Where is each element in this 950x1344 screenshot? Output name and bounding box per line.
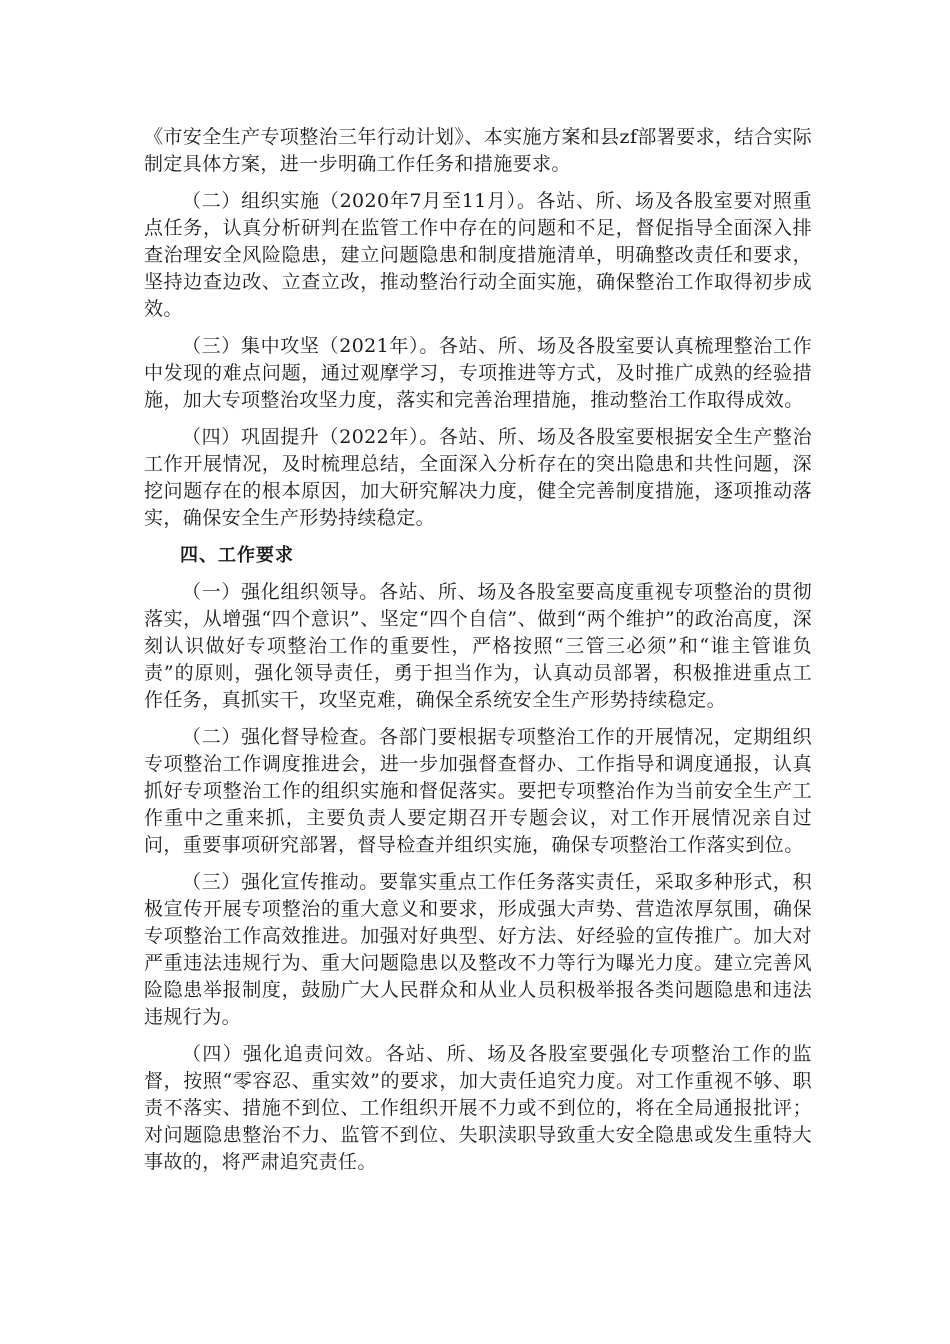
- paragraph-strengthen-inspection: （二）强化督导检查。各部门要根据专项整治工作的开展情况，定期组织专项整治工作调度推进会，进一步加强督查督办、工作指导和调度通报，认真抓好专项整治工作的组织实施和督促落实。要把专项整治作为当前安全生产工作重中之重来抓，主要负责人要定期召开专题会议，对工作开展情况亲自过问，重要事项研究部署，督导检查并组织实施，确保专项整治工作落实到位。: [144, 726, 812, 856]
- paragraph-continuation: 《市安全生产专项整治三年行动计划》、本实施方案和县zf部署要求，结合实际制定具体方案，进一步明确工作任务和措施要求。: [144, 126, 812, 175]
- paragraph-consolidate-improve: （四）巩固提升（2022年）。各站、所、场及各股室要根据安全生产整治工作开展情况，及时梳理总结，全面深入分析存在的突出隐患和共性问题，深挖问题存在的根本原因，加大研究解决力度，健全完善制度措施，逐项推动落实，确保安全生产形势持续稳定。: [144, 426, 812, 529]
- paragraph-strengthen-accountability: （四）强化追责问效。各站、所、场及各股室要强化专项整治工作的监督，按照“零容忍、重实效”的要求，加大责任追究力度。对工作重视不够、职责不落实、措施不到位、工作组织开展不力或不到位的，将在全局通报批评；对问题隐患整治不力、监管不到位、失职渎职导致重大安全隐患或发生重特大事故的，将严肃追究责任。: [144, 1043, 812, 1173]
- paragraph-concentrated-effort: （三）集中攻坚（2021年）。各站、所、场及各股室要认真梳理整治工作中发现的难点问题，通过观摩学习，专项推进等方式，及时推广成熟的经验措施，加大专项整治攻坚力度，落实和完善治理措施，推动整治工作取得成效。: [144, 335, 812, 411]
- document-page: [144, 124, 812, 1186]
- paragraph-organize-implement: （二）组织实施（2020年7月至11月）。各站、所、场及各股室要对照重点任务，认真分析研判在监管工作中存在的问题和不足，督促指导全面深入排查治理安全风险隐患，建立问题隐患和制度措施清单，明确整改责任和要求，坚持边查边改、立查立改，推动整治行动全面实施，确保整治工作取得初步成效。: [144, 190, 812, 320]
- paragraph-strengthen-leadership: （一）强化组织领导。各站、所、场及各股室要高度重视专项整治的贯彻落实，从增强“四个意识”、坚定“四个自信”、做到“两个维护”的政治高度，深刻认识做好专项整治工作的重要性，严格按照“三管三必须”和“谁主管谁负责”的原则，强化领导责任，勇于担当作为，认真动员部署，积极推进重点工作任务，真抓实干，攻坚克难，确保全系统安全生产形势持续稳定。: [144, 581, 812, 711]
- section-heading-work-requirements: 四、工作要求: [180, 545, 294, 566]
- paragraph-strengthen-publicity: （三）强化宣传推动。要靠实重点工作任务落实责任，采取多种形式，积极宣传开展专项整治的重大意义和要求，形成强大声势、营造浓厚氛围，确保专项整治工作高效推进。加强对好典型、好方法、好经验的宣传推广。加大对严重违法违规行为、重大问题隐患以及整改不力等行为曝光力度。建立完善风险隐患举报制度，鼓励广大人民群众和从业人员积极举报各类问题隐患和违法违规行为。: [144, 871, 812, 1028]
